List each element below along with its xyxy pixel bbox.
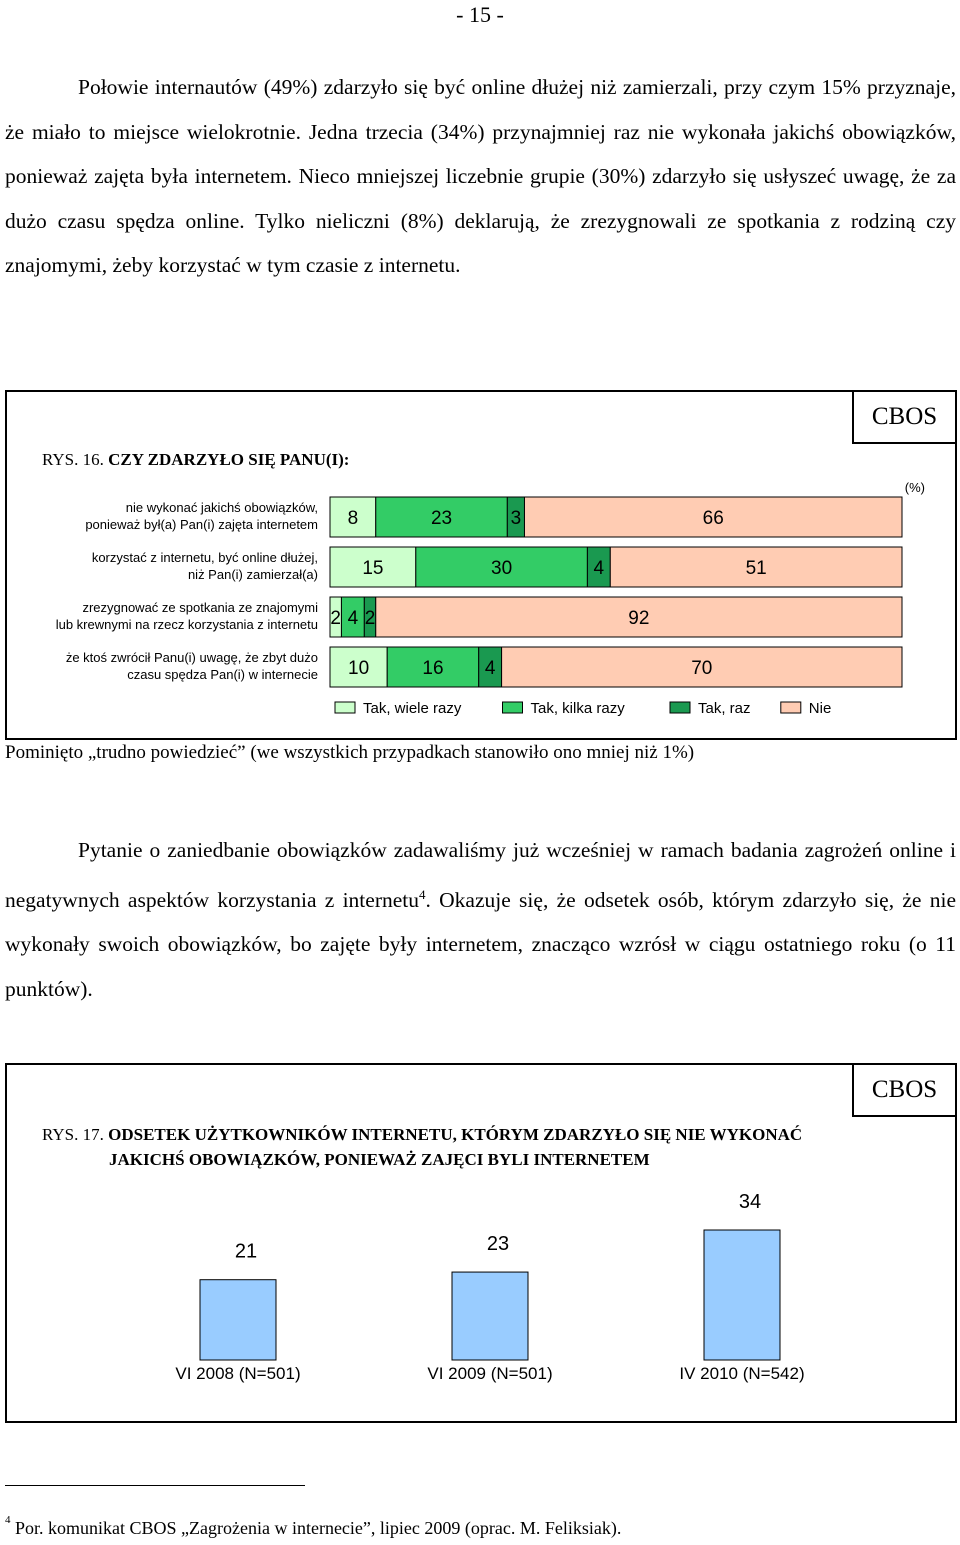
chart1-data-label: 8 <box>347 508 359 529</box>
chart1-data-label: 16 <box>422 658 444 679</box>
chart1-category-label: korzystać z internetu, być online dłużej, <box>91 550 318 565</box>
chart1-data-label: 51 <box>745 558 767 579</box>
chart1-cbos-label: CBOS <box>852 390 957 444</box>
paragraph-1-text: Połowie internautów (49%) zdarzyło się być online dłużej niż zamierzali, przy czym 15% przyznaje, że miało to miejsce wielokrotnie. Jedna trzecia (34%) przynajmniej raz nie wykonała jakichś obowiązków, ponieważ zajęta była internetem. Nieco mniejszej liczebnie grupie (30%) zdarzyło się usłyszeć uwagę, że za dużo czasu spędza online. Tylko nieliczni (8%) deklarują, że zrezygnowali ze spotkania z rodziną czy znajomymi, żeby korzystać w tym czasie z internetu. <box>5 75 956 278</box>
chart1-legend-swatch <box>503 702 523 713</box>
chart1-title-text: CZY ZDARZYŁO SIĘ PANU(I): <box>108 450 350 469</box>
chart1-data-label: 3 <box>510 508 522 529</box>
chart1-category-label: nie wykonać jakichś obowiązków, <box>125 500 318 515</box>
chart2-category-label: VI 2008 (N=501) <box>175 1364 301 1383</box>
chart1-category-label: ponieważ był(a) Pan(i) zajęta internetem <box>85 517 318 532</box>
page-number: - 15 - <box>456 2 504 27</box>
chart1-data-label: 4 <box>484 658 496 679</box>
chart1-legend-label: Tak, wiele razy <box>363 700 462 717</box>
chart1-data-label: 2 <box>364 608 376 629</box>
chart2-cbos-label: CBOS <box>852 1063 957 1117</box>
chart1-legend-label: Tak, raz <box>698 700 751 717</box>
chart1-legend-swatch <box>335 702 355 713</box>
chart2-bar <box>452 1272 528 1360</box>
chart1-stacked-bars <box>0 470 960 730</box>
chart2-data-label: 21 <box>234 1240 258 1263</box>
chart1-legend-label: Nie <box>808 700 832 717</box>
chart2-category-label: VI 2009 (N=501) <box>427 1364 553 1383</box>
chart2-bar <box>704 1230 780 1360</box>
chart1-legend-swatch <box>670 702 690 713</box>
footnote-text: Por. komunikat CBOS „Zagrożenia w internecie”, lipiec 2009 (oprac. M. Feliksiak). <box>15 1518 622 1538</box>
paragraph-2 <box>5 828 956 1012</box>
chart1-category-label: czasu spędza Pan(i) w internecie <box>127 667 318 682</box>
chart2-rys: RYS. 17. <box>42 1125 104 1144</box>
chart1-category-label: niż Pan(i) zamierzał(a) <box>187 567 318 582</box>
chart1-data-label: 15 <box>362 558 384 579</box>
chart1-category-label: zrezygnować ze spotkania ze znajomymi <box>82 600 318 615</box>
chart1-category-label: że ktoś zwrócił Panu(i) uwagę, że zbyt dużo <box>65 650 318 665</box>
chart1-rys: RYS. 16. <box>42 450 104 469</box>
paragraph-2-text: Pytanie o zaniedbanie obowiązków zadawaliśmy już wcześniej w ramach badania zagrożeń online i negatywnych aspektów korzystania z internetu <box>5 838 956 912</box>
footnote <box>5 1514 622 1539</box>
footnote-number: 4 <box>5 1514 11 1526</box>
chart1-title <box>42 450 349 470</box>
chart2-category-label: IV 2010 (N=542) <box>679 1364 805 1383</box>
chart1-data-label: 23 <box>430 508 453 529</box>
chart1-data-label: 4 <box>347 608 359 629</box>
paragraph-2-footnote-ref: 4 <box>419 886 426 902</box>
paragraph-2-tail: . Okazuje się, że odsetek osób, którym zdarzyło się, że nie wykonały swoich obowiązków, bo zajęte były internetem, znacząco wzrósł w ciągu ostatniego roku (o 11 punktów). <box>5 887 956 1001</box>
chart1-category-label: lub krewnymi na rzecz korzystania z internetu <box>55 617 318 632</box>
chart2-title-line2: JAKICHŚ OBOWIĄZKÓW, PONIEWAŻ ZAJĘCI BYLI INTERNETEM <box>109 1150 650 1169</box>
chart2-title-line1: ODSETEK UŻYTKOWNIKÓW INTERNETU, KTÓRYM ZDARZYŁO SIĘ NIE WYKONAĆ <box>108 1125 803 1144</box>
chart1-legend-label: Tak, kilka razy <box>530 700 625 717</box>
chart2-data-label: 34 <box>738 1191 762 1213</box>
chart1-legend-swatch <box>781 702 801 713</box>
chart2-data-label: 23 <box>486 1233 510 1256</box>
chart1-data-label: 92 <box>628 608 650 629</box>
chart1-percent-label: (%) <box>904 480 925 495</box>
chart1-note: Pominięto „trudno powiedzieć” (we wszystkich przypadkach stanowiło ono mniej niż 1%) <box>5 742 695 763</box>
chart1-data-label: 66 <box>702 508 724 529</box>
chart1-data-label: 4 <box>593 558 605 579</box>
chart1-data-label: 2 <box>330 608 342 629</box>
footnote-separator <box>5 1485 305 1486</box>
chart1-data-label: 70 <box>691 658 713 679</box>
paragraph-1 <box>5 65 956 288</box>
chart2-bar <box>200 1280 276 1360</box>
chart1-data-label: 30 <box>491 558 513 579</box>
chart2-bars <box>0 1160 960 1400</box>
chart1-data-label: 10 <box>348 658 370 679</box>
